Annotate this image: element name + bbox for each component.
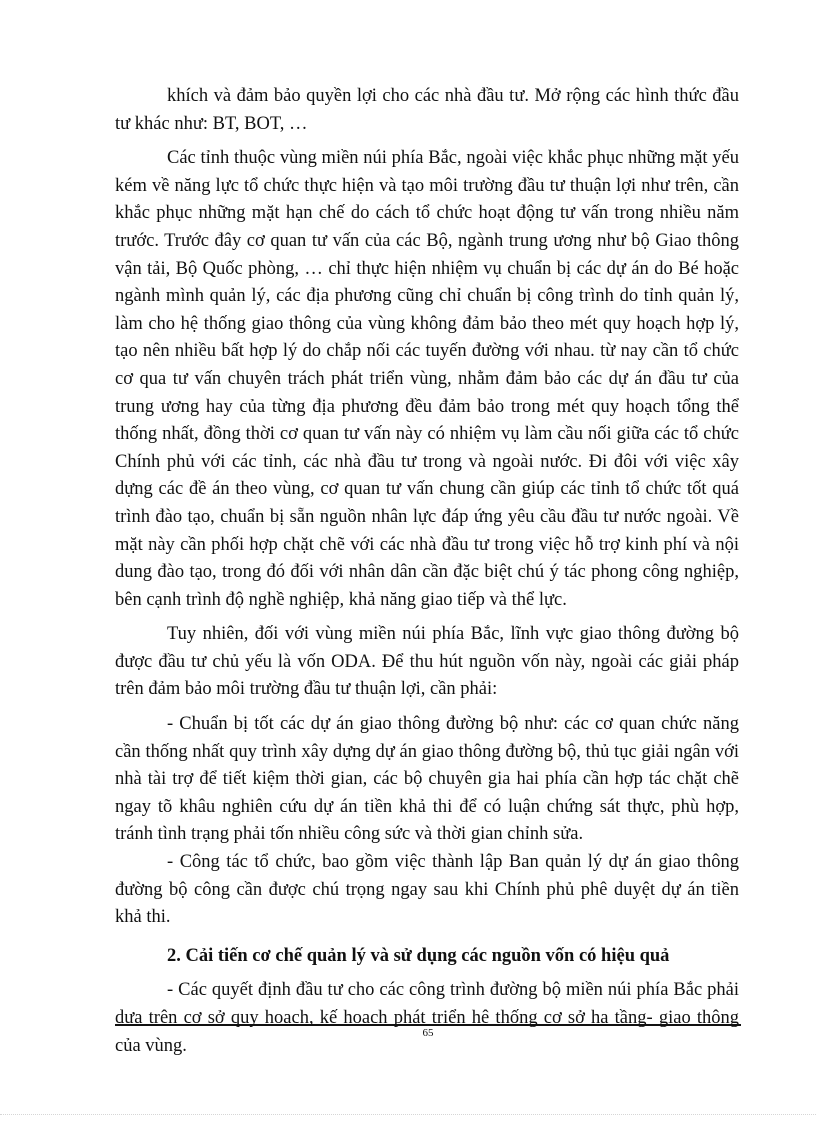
paragraph-5: - Công tác tổ chức, bao gồm việc thành lập Ban quản lý dự án giao thông đường bộ công cần được chú trọng ngay sau khi Chính phủ phê duyệt dự án tiền khả thi. [115, 852, 739, 928]
paragraph-3: Tuy nhiên, đối với vùng miền núi phía Bắc, lĩnh vực giao thông đường bộ được đầu tư chủ yếu là vốn ODA. Để thu hút nguồn vốn này, ngoài các giải pháp trên đảm bảo môi trường đầu tư thuận lợi, cần phải: [115, 624, 739, 700]
paragraph-2: Các tỉnh thuộc vùng miền núi phía Bắc, ngoài việc khắc phục những mặt yếu kém về năng lực tổ chức thực hiện và tạo môi trường đầu tư thuận lợi như trên, cần khắc phục những mặt hạn chế do cách tổ chức hoạt động tư vấn trong nhiều năm trước. Trước đây cơ quan tư vấn của các Bộ, ngành trung ương như bộ Giao thông vận tải, Bộ Quốc phòng, … chỉ thực hiện nhiệm vụ chuẩn bị các dự án do Bé hoặc ngành mình quản lý, các địa phương cũng chỉ chuẩn bị công trình do tỉnh quản lý, làm cho hệ thống giao thông của vùng không đảm bảo theo mét quy hoạch hợp lý, tạo nên nhiều bất hợp lý do chắp nối các tuyến đường với nhau. từ nay cần tổ chức cơ qua tư vấn chuyên trách phát triển vùng, nhằm đảm bảo các dự án đầu tư của trung ương hay của từng địa phương đều đảm bảo trong mét quy hoạch tổng thể thống nhất, đồng thời cơ quan tư vấn này có nhiệm vụ làm cầu nối giữa các tổ chức Chính phủ với các tỉnh, các nhà đầu tư trong và ngoài nước. Đi đôi với việc xây dựng các đề án theo vùng, cơ quan tư vấn chung cần giúp các tỉnh tổ chức tốt quá trình đào tạo, chuẩn bị sẵn nguồn nhân lực đáp ứng yêu cầu đầu tư nước ngoài. Về mặt này cần phối hợp chặt chẽ với các nhà đầu tư trong việc hỗ trợ kinh phí và nội dung đào tạo, trong đó đối với nhân dân cần đặc biệt chú ý tác phong công nghiệp, bên cạnh trình độ nghề nghiệp, khả năng giao tiếp và thể lực. [115, 148, 739, 610]
paragraph-6: - Các quyết định đầu tư cho các công trình đường bộ miền núi phía Bắc phải dựa trên cơ sở quy hoạch, kế hoạch phát triển hệ thống cơ sở hạ tầng- giao thông của vùng. [115, 980, 739, 1056]
page-number: 65 [422, 1027, 434, 1039]
paragraph-4: - Chuẩn bị tốt các dự án giao thông đường bộ như: các cơ quan chức năng cần thống nhất quy trình xây dựng dự án giao thông đường bộ, thủ tục giải ngân với nhà tài trợ để tiết kiệm thời gian, các bộ chuyên gia hai phía cần hợp tác chặt chẽ ngay tõ khâu nghiên cứu dự án tiền khả thi để có luận chứng sát thực, phù hợp, tránh tình trạng phải tốn nhiều công sức và thời gian chỉnh sửa. [115, 714, 739, 845]
section-heading: 2. Cải tiến cơ chế quản lý và sử dụng các nguồn vốn có hiệu quả [167, 945, 670, 966]
document-body [115, 83, 739, 1067]
paragraph-1: khích và đảm bảo quyền lợi cho các nhà đầu tư. Mở rộng các hình thức đầu tư khác như: BT, BOT, … [115, 86, 739, 134]
page-bottom-divider [0, 1114, 816, 1115]
